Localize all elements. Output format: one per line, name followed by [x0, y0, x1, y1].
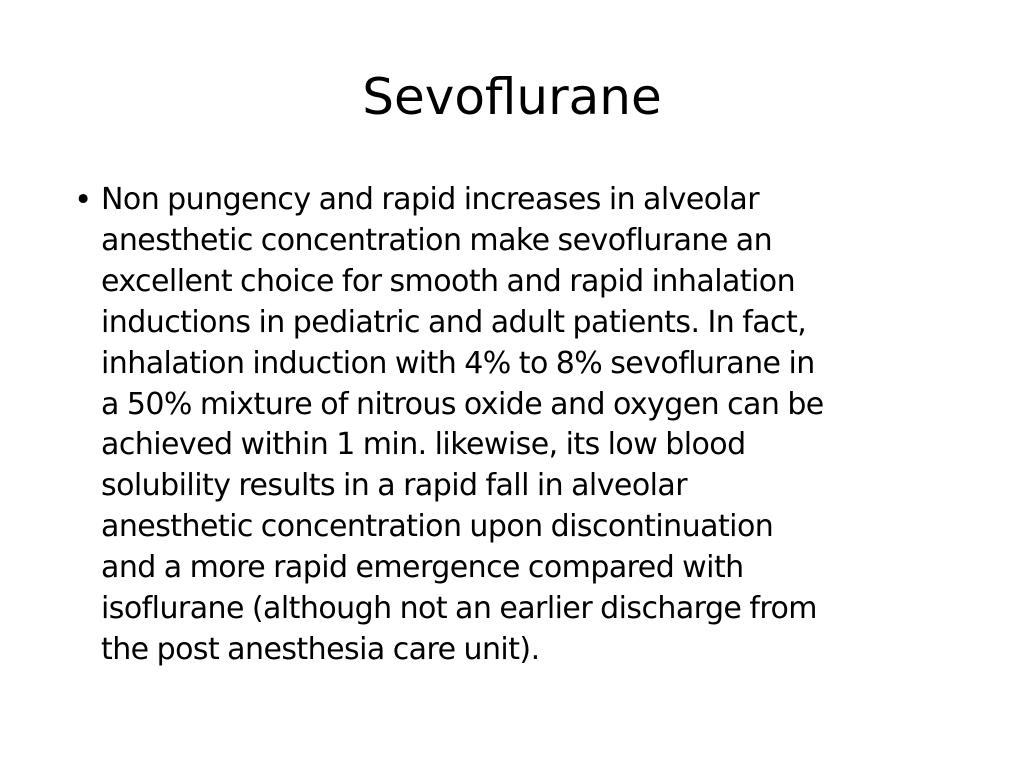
bullet-line: a 50% mixture of nitrous oxide and oxygen can be	[101, 386, 824, 422]
bullet-line: anesthetic concentration make sevoflurane an	[101, 222, 773, 258]
bullet-text	[101, 180, 974, 671]
bullet-line: and a more rapid emergence compared with	[101, 550, 744, 586]
bullet-item	[74, 180, 974, 671]
bullet-line: achieved within 1 min. likewise, its low blood	[101, 427, 746, 463]
bullet-dot-icon: •	[74, 182, 93, 218]
bullet-line: excellent choice for smooth and rapid inhalation	[101, 263, 796, 299]
bullet-line: inhalation induction with 4% to 8% sevoflurane in	[101, 345, 815, 381]
bullet-line: isoflurane (although not an earlier discharge from	[101, 591, 817, 627]
bullet-line: Non pungency and rapid increases in alveolar	[101, 182, 759, 217]
bullet-line: solubility results in a rapid fall in alveolar	[101, 468, 688, 504]
slide-title: Sevoflurane	[362, 68, 662, 126]
bullet-line: the post anesthesia care unit).	[101, 631, 540, 667]
bullet-line: inductions in pediatric and adult patients. In fact,	[101, 304, 807, 340]
bullet-line: anesthetic concentration upon discontinuation	[101, 509, 774, 545]
bullet-list	[74, 180, 974, 671]
